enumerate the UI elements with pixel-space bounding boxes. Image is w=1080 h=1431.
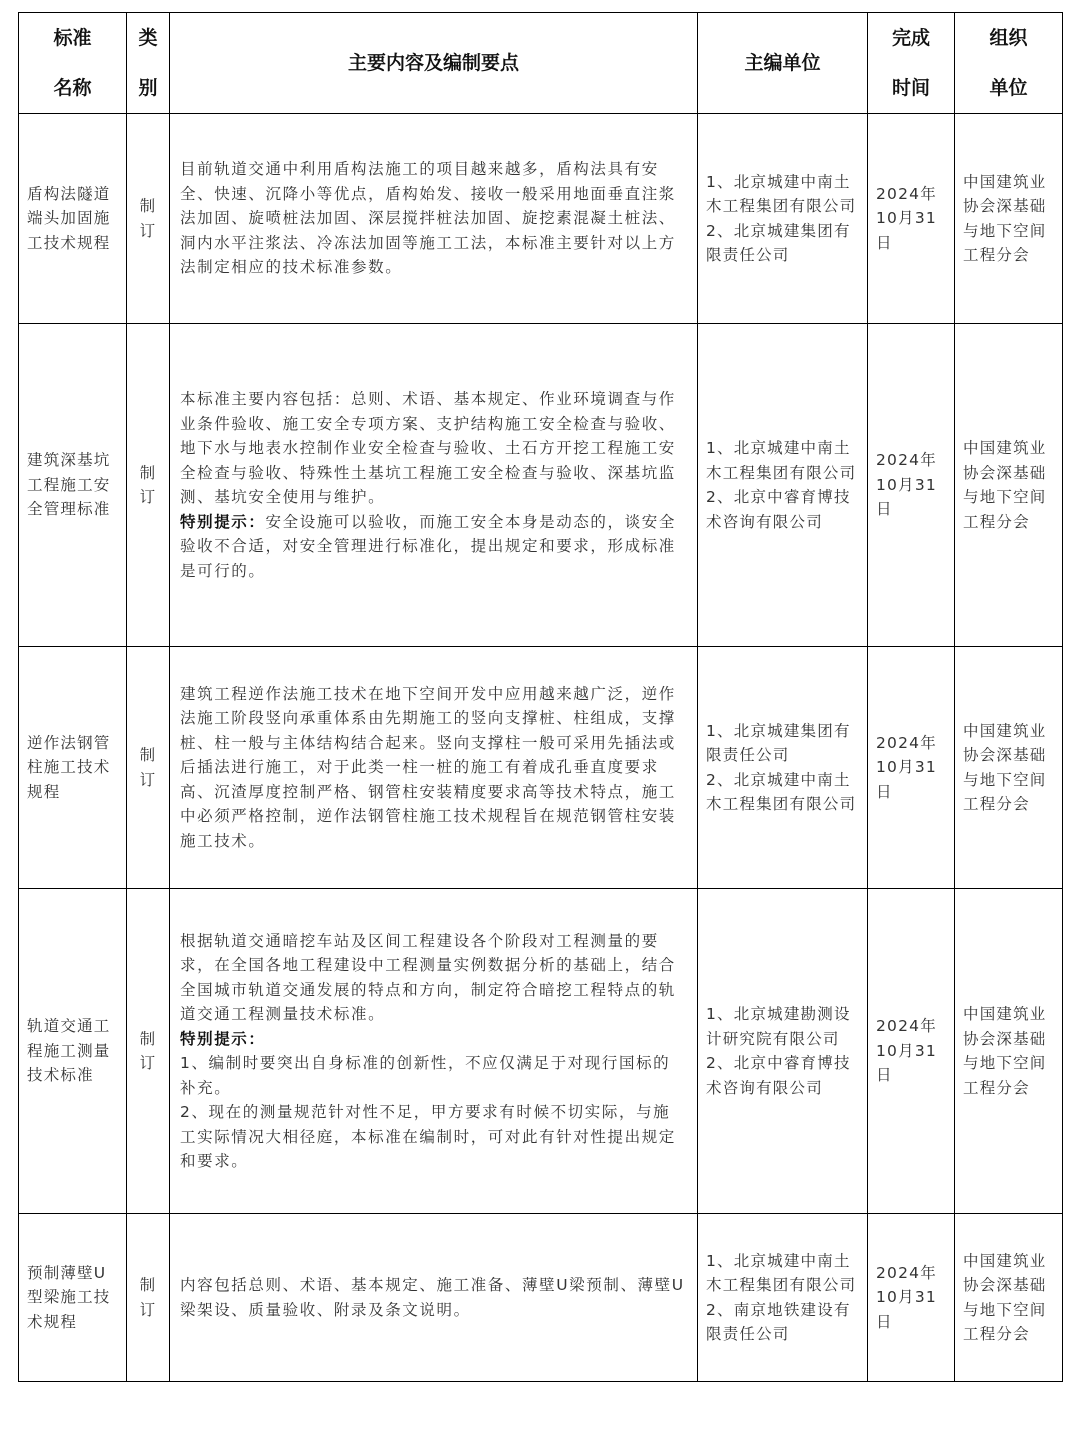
content-text bbox=[170, 1273, 697, 1322]
category bbox=[127, 1027, 169, 1076]
organizer: 中国建筑业协会深基础与地下空间工程分会 bbox=[963, 721, 1047, 813]
standard-name-cell bbox=[19, 647, 127, 889]
header-editor: 主编单位 bbox=[698, 13, 868, 114]
editor-unit: 2、北京中睿育博技术咨询有限公司 bbox=[706, 1054, 851, 1097]
content-paragraph bbox=[180, 1100, 687, 1174]
organizer-cell bbox=[955, 114, 1063, 324]
standard-name: 盾构法隧道端头加固施工技术规程 bbox=[27, 184, 111, 252]
category-char: 制 bbox=[139, 463, 157, 482]
completion-time-cell bbox=[868, 889, 955, 1214]
category-char: 订 bbox=[139, 1054, 157, 1072]
content-paragraph bbox=[180, 1027, 687, 1052]
content-paragraph-text: 根据轨道交通暗挖车站及区间工程建设各个阶段对工程测量的要求，在全国各地工程建设中工程测量实例数据分析的基础上，结合全国城市轨道交通发展的特点和方向，制定符合暗挖工程特点的轨道交通工程测量技术标准。 bbox=[180, 931, 676, 1023]
table-row bbox=[19, 1214, 1063, 1382]
standard-name-cell bbox=[19, 1214, 127, 1382]
content-cell bbox=[170, 324, 698, 647]
completion-time-cell bbox=[868, 647, 955, 889]
header-row bbox=[19, 13, 1063, 114]
special-note-label: 特别提示： bbox=[180, 1029, 266, 1048]
category-char: 制 bbox=[139, 197, 157, 215]
content-paragraph-text: 2、现在的测量规范针对性不足，甲方要求有时候不切实际，与施工实际情况大相径庭，本标准在编制时，可对此有针对性提出规定和要求。 bbox=[180, 1103, 676, 1170]
content-cell bbox=[170, 1214, 698, 1382]
standard-name-cell bbox=[19, 889, 127, 1214]
completion-time: 2024年10月31日 bbox=[876, 733, 937, 801]
category-cell bbox=[127, 324, 170, 647]
content-text bbox=[170, 682, 697, 854]
header-org: 组织 单位 bbox=[955, 13, 1063, 114]
content-paragraph-text: 本标准主要内容包括：总则、术语、基本规定、作业环境调查与作业条件验收、施工安全专项方案、支护结构施工安全检查与验收、地下水与地表水控制作业安全检查与验收、土石方开挖工程施工安全检查与验收、特殊性土基坑工程施工安全检查与验收、深基坑监测、基坑安全使用与维护。 bbox=[180, 390, 676, 506]
standard-name: 建筑深基坑工程施工安全管理标准 bbox=[27, 451, 111, 519]
standard-name: 逆作法钢管柱施工技术规程 bbox=[27, 733, 111, 801]
content-paragraph bbox=[180, 157, 687, 280]
editor-unit: 2、北京城建集团有限责任公司 bbox=[706, 221, 851, 264]
category-cell bbox=[127, 1214, 170, 1382]
content-text bbox=[170, 929, 697, 1174]
category bbox=[127, 461, 169, 510]
editor-unit: 1、北京城建中南土木工程集团有限公司 bbox=[706, 172, 857, 215]
standards-table bbox=[18, 12, 1063, 1382]
category-cell bbox=[127, 647, 170, 889]
completion-time: 2024年10月31日 bbox=[876, 1017, 937, 1085]
organizer: 中国建筑业协会深基础与地下空间工程分会 bbox=[963, 1251, 1047, 1343]
editor-unit: 1、北京城建勘测设计研究院有限公司 bbox=[706, 1005, 851, 1048]
standard-name: 预制薄壁U型梁施工技术规程 bbox=[27, 1263, 111, 1331]
editor-unit: 1、北京城建中南土木工程集团有限公司 bbox=[706, 1251, 857, 1294]
completion-time: 2024年10月31日 bbox=[876, 451, 937, 519]
completion-time: 2024年10月31日 bbox=[876, 184, 937, 252]
completion-time: 2024年10月31日 bbox=[876, 1263, 937, 1331]
special-note-label: 特别提示： bbox=[180, 512, 266, 531]
content-paragraph-text: 内容包括总则、术语、基本规定、施工准备、薄壁U梁预制、薄壁U梁架设、质量验收、附录及条文说明。 bbox=[180, 1276, 685, 1319]
header-name: 标准 名称 bbox=[19, 13, 127, 114]
editor-cell bbox=[698, 324, 868, 647]
organizer-cell bbox=[955, 1214, 1063, 1382]
editor-units bbox=[698, 436, 867, 534]
category-cell bbox=[127, 114, 170, 324]
content-paragraph-text: 1、编制时要突出自身标准的创新性，不应仅满足于对现行国标的补充。 bbox=[180, 1054, 671, 1097]
editor-unit: 1、北京城建中南土木工程集团有限公司 bbox=[706, 439, 857, 482]
category-char: 订 bbox=[139, 221, 157, 240]
category bbox=[127, 194, 169, 243]
content-cell bbox=[170, 647, 698, 889]
organizer-cell bbox=[955, 889, 1063, 1214]
editor-unit: 1、北京城建集团有限责任公司 bbox=[706, 721, 851, 764]
standard-name-cell bbox=[19, 114, 127, 324]
category-char: 制 bbox=[139, 1276, 157, 1294]
header-type: 类 别 bbox=[127, 13, 170, 114]
completion-time-cell bbox=[868, 1214, 955, 1382]
editor-units bbox=[698, 719, 867, 817]
category-char: 订 bbox=[139, 770, 157, 789]
editor-units bbox=[698, 170, 867, 268]
organizer: 中国建筑业协会深基础与地下空间工程分会 bbox=[963, 439, 1047, 531]
content-text bbox=[170, 157, 697, 280]
standard-name: 轨道交通工程施工测量技术标准 bbox=[27, 1017, 111, 1085]
content-paragraph bbox=[180, 1273, 687, 1322]
editor-unit: 2、北京中睿育博技术咨询有限公司 bbox=[706, 488, 851, 531]
editor-cell bbox=[698, 114, 868, 324]
editor-units bbox=[698, 1002, 867, 1100]
table-row bbox=[19, 114, 1063, 324]
table-row bbox=[19, 324, 1063, 647]
content-paragraph-text: 安全设施可以验收，而施工安全本身是动态的，谈安全验收不合适，对安全管理进行标准化，提出规定和要求，形成标准是可行的。 bbox=[180, 512, 676, 580]
content-paragraph bbox=[180, 510, 687, 584]
category bbox=[127, 743, 169, 792]
category-char: 订 bbox=[139, 1300, 157, 1319]
category-char: 制 bbox=[139, 1029, 157, 1048]
content-paragraph bbox=[180, 682, 687, 854]
content-paragraph bbox=[180, 1051, 687, 1100]
completion-time-cell bbox=[868, 324, 955, 647]
content-cell bbox=[170, 114, 698, 324]
category bbox=[127, 1273, 169, 1322]
editor-unit: 2、北京城建中南土木工程集团有限公司 bbox=[706, 770, 857, 813]
table-row bbox=[19, 889, 1063, 1214]
content-paragraph-text: 建筑工程逆作法施工技术在地下空间开发中应用越来越广泛，逆作法施工阶段竖向承重体系由先期施工的竖向支撑桩、柱组成，支撑桩、柱一般与主体结构结合起来。竖向支撑柱一般可采用先插法或后插法进行施工，对于此类一柱一桩的施工有着成孔垂直度要求高、沉渣厚度控制严格、钢管柱安装精度要求高等技术特点，施工中必须严格控制，逆作法钢管柱施工技术规程旨在规范钢管柱安装施工技术。 bbox=[180, 684, 676, 850]
completion-time-cell bbox=[868, 114, 955, 324]
table-row bbox=[19, 647, 1063, 889]
header-time: 完成 时间 bbox=[868, 13, 955, 114]
content-paragraph bbox=[180, 387, 687, 510]
category-char: 订 bbox=[139, 488, 157, 506]
editor-cell bbox=[698, 647, 868, 889]
content-paragraph bbox=[180, 929, 687, 1027]
organizer-cell bbox=[955, 647, 1063, 889]
organizer-cell bbox=[955, 324, 1063, 647]
organizer: 中国建筑业协会深基础与地下空间工程分会 bbox=[963, 1005, 1047, 1097]
category-char: 制 bbox=[139, 746, 157, 764]
category-cell bbox=[127, 889, 170, 1214]
editor-units bbox=[698, 1249, 867, 1347]
content-paragraph-text: 目前轨道交通中利用盾构法施工的项目越来越多，盾构法具有安全、快速、沉降小等优点，盾构始发、接收一般采用地面垂直注浆法加固、旋喷桩法加固、深层搅拌桩法加固、旋挖素混凝土桩法、洞内水平注浆法、冷冻法加固等施工工法，本标准主要针对以上方法制定相应的技术标准参数。 bbox=[180, 160, 676, 277]
standard-name-cell bbox=[19, 324, 127, 647]
header-content: 主要内容及编制要点 bbox=[170, 13, 698, 114]
editor-cell bbox=[698, 889, 868, 1214]
content-text bbox=[170, 387, 697, 583]
editor-unit: 2、南京地铁建设有限责任公司 bbox=[706, 1300, 851, 1343]
organizer: 中国建筑业协会深基础与地下空间工程分会 bbox=[963, 172, 1047, 264]
editor-cell bbox=[698, 1214, 868, 1382]
content-cell bbox=[170, 889, 698, 1214]
